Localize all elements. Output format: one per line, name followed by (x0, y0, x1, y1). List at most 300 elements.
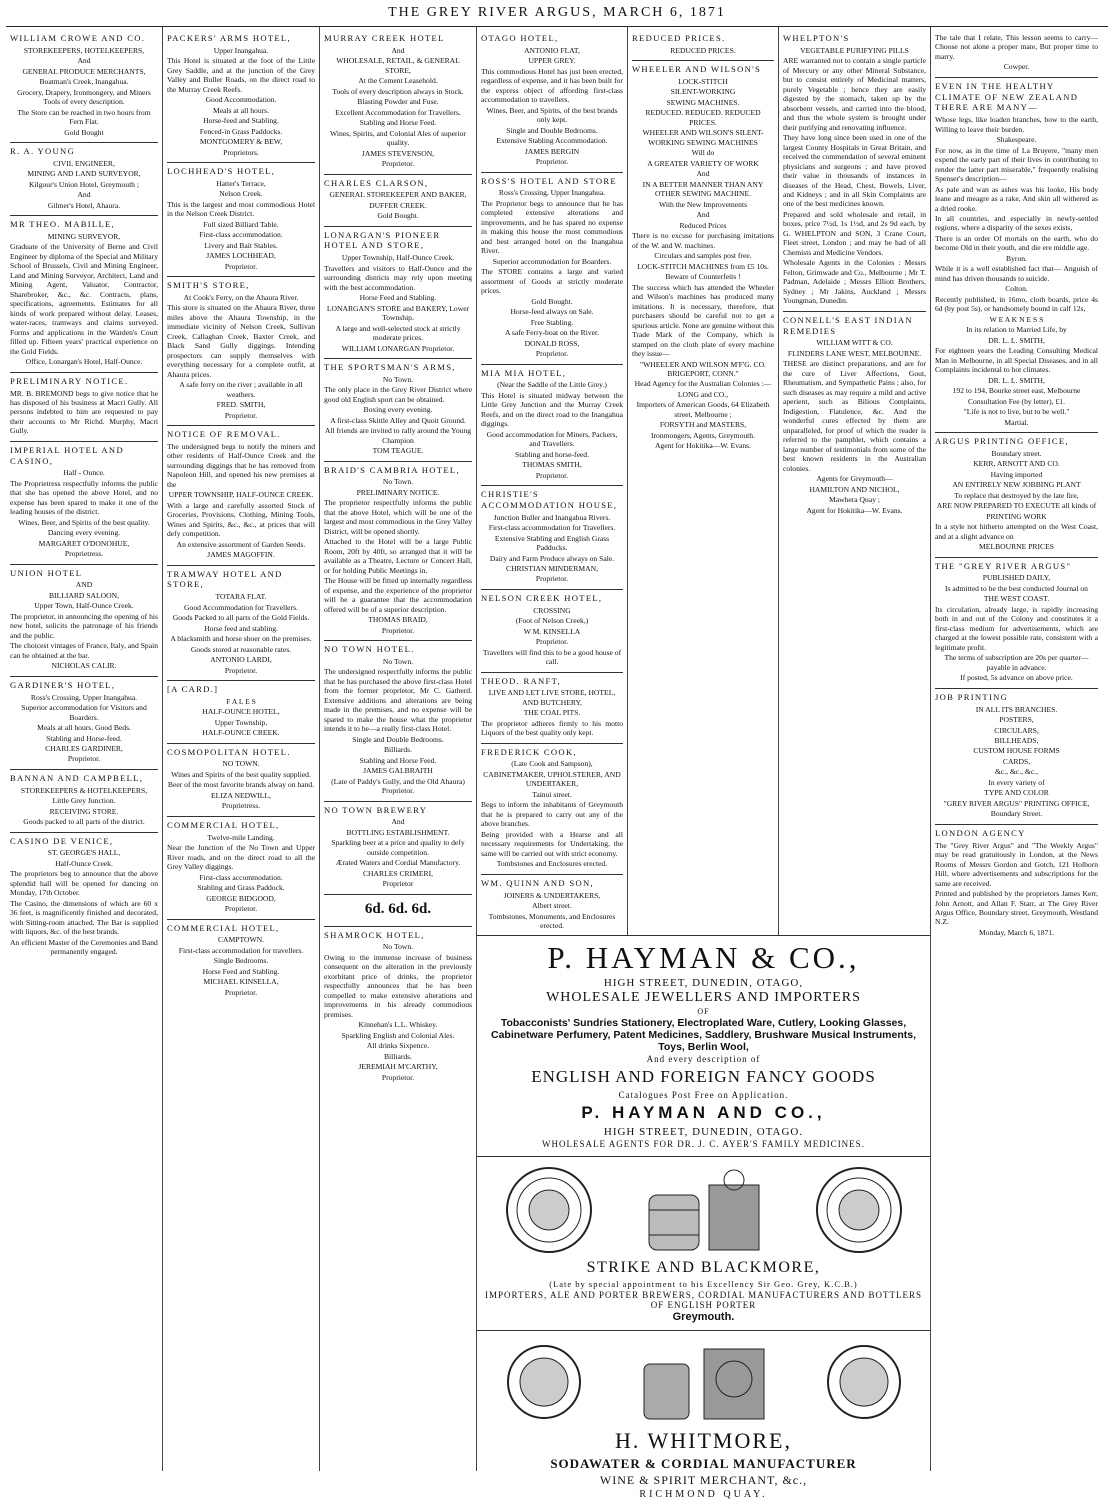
advert-line: Boundary street. (991, 448, 1042, 458)
advert-line: Gold Bought (64, 127, 104, 137)
column-2 (163, 27, 320, 1471)
advert-heading: WHELPTON'S (783, 33, 850, 43)
advert-line: Ross's Crossing, Upper Inangahua. (30, 692, 138, 702)
whitmore-title: H. WHITMORE, (615, 1428, 792, 1454)
advert-line: LOCK-STITCH (678, 76, 728, 86)
advert-line: WHEELER AND WILSON'S SILENT-WORKING SEWING MACHINES (642, 128, 764, 147)
advert-line: With the New Improvements (658, 199, 748, 209)
advert (10, 833, 158, 962)
advert-line: Gilmer's Hotel, Ahaura. (47, 200, 121, 210)
advert-line: Proprietor. (224, 987, 258, 997)
advert-heading: THEOD. RANFT, (481, 675, 561, 686)
advert-line: Good Accommodation. (205, 95, 277, 105)
advert-line: Wines, Beer, and Spirits, of the best brands only kept. (486, 105, 618, 125)
advert-line: Travellers will find this to be a good house of call. (482, 647, 622, 667)
advert-line: In every variety of (988, 777, 1045, 787)
advert-line: Proprietor (382, 879, 414, 889)
advert-line: ELIZA NEDWILL, (211, 790, 271, 800)
advert-heading: LONDON AGENCY (935, 827, 1026, 838)
advert-line: The success which has attended the Wheeler and Wilson's machines has produced many imitations. It is necessary, therefore, that purchasers should be careful not to get a spurious article. None are genuine without this Trade Mark of the Company, which is stamped on the cloth plate of every machine they issue— (632, 282, 774, 359)
advert-line: Byron. (1006, 253, 1027, 263)
advert (167, 566, 315, 681)
medal-icon (824, 1342, 904, 1422)
advert-line: With a large and carefully assorted Stock of Groceries, Provisions, Clothing, Mining Tools, Wines and Spirits, &c., &c., at prices that will defy competition. (167, 500, 315, 539)
advert-line: DONALD ROSS, (524, 338, 580, 348)
advert-line: Near the Junction of the No Town and Upper River roads, and on the direct road to all the Grey Valley diggings. (167, 843, 315, 872)
advert (935, 689, 1098, 825)
advert-line: UPPER GREY. (528, 56, 576, 66)
advert-line: And (391, 45, 405, 55)
advert-line: The Store can be reached in two hours from Fern Flat. (17, 107, 151, 127)
advert-line: HAMILTON AND NICHOL, (809, 484, 900, 494)
advert-line: The only place in the Grey River District where good old English sport can be obtained. (324, 385, 472, 404)
advert-heading: ROSS'S HOTEL AND STORE (481, 175, 617, 186)
advert (10, 442, 158, 565)
advert-line: Shakespeare. (996, 135, 1037, 145)
advert-line: Colton. (1005, 284, 1028, 294)
advert (10, 677, 158, 770)
advert-line: Free Stabling. (530, 317, 574, 327)
advert-line: Proprietor. (381, 625, 415, 635)
advert-line: IN A BETTER MANNER THAN ANY OTHER SEWING MACHINE. (642, 179, 764, 199)
advert-line: In all countries, and especially in newly-settled regions, where a disparity of the sexes exists, (935, 213, 1098, 233)
advert-line: Gold Bought. (377, 211, 419, 221)
sodawater-machine-icon (629, 1339, 779, 1424)
advert-line: Extensive Stabling Accommodation. (496, 136, 608, 146)
advert-line: JAMES GALBRAITH (363, 766, 433, 776)
advert-line: This store is situated on the Ahaura River, three miles above the Ahaura Township, in the immediate vicinity of Nelson Creek, Sullivan Creek, Callaghan Creek, Baxter Creek, and Black Sand Gully diggings. Intending prospectors can supply themselves with everything necessary for a complete outfit, at Ahaura prices. (167, 303, 315, 379)
advert-line: MR. B. BREMOND begs to give notice that he has disposed of his business at Macri Gully. All persons indebted to him are requested to pay their accounts to Mr Richd. Murphy, Macri Gully. (10, 388, 158, 436)
advert-line: There is no excuse for purchasing imitations of the W. and W. machines. (632, 231, 774, 250)
advert-line: Printed and published by the proprietors James Kerr, John Arnott, and Allan F. Starr, at The Grey River Argus Office, Boundary street, Greymouth, Westland N.Z. (935, 889, 1098, 927)
advert-line: Extensive Stabling and English Grass Paddocks. (494, 533, 610, 553)
advert-line: HALF-OUNCE HOTEL, (202, 707, 280, 717)
advert-line: Goods Packed to all parts of the Gold Fields. (172, 613, 310, 623)
advert-line: Cowper. (1003, 62, 1030, 72)
advert-heading: UNION HOTEL (10, 567, 83, 578)
advert-heading: BANNAN AND CAMPBELL, (10, 772, 144, 783)
advert-line: The Casino, the dimensions of which are 60 x 36 feet, is magnificently finished and decorated, with Sitting-room attached. The Bar is supplied with liquors, &c. of the best brands. (10, 898, 158, 937)
advert-heading: BRAID'S CAMBRIA HOTEL, (324, 464, 460, 475)
advert-heading: WILLIAM CROWE AND CO. (10, 33, 146, 43)
advert-line: Tools of every description always in Stock. (332, 86, 464, 96)
barrel-machinery-icon (639, 1165, 769, 1255)
advert-line: Junction Buller and Inangahua Rivers. (493, 512, 611, 522)
advert-line: Proprietor. (224, 665, 258, 675)
advert-heading: WM. QUINN AND SON, (481, 877, 594, 888)
advert-line: &c., &c., &c., (994, 767, 1039, 777)
strike-title: STRIKE AND BLACKMORE, (586, 1259, 821, 1277)
advert-line: Upper Inangahua. (213, 45, 269, 55)
advert (632, 30, 774, 61)
advert (783, 312, 926, 520)
advert-line: Prepared and sold wholesale and retail, in boxes, price 7½d, 1s 1½d, and 2s 9d each, by G. WHELPTON and SON, 3 Crane Court, Fleet street, London ; and may be had of all Chemists and Medicine Vendors. (783, 209, 926, 257)
advert-heading: CHRISTIE'S ACCOMMODATION HOUSE, (481, 489, 618, 510)
advert (935, 558, 1098, 689)
medal-icon (504, 1342, 584, 1422)
column-3 (320, 27, 477, 1471)
advert-line: The terms of subscription are 20s per quarter—payable in advance. (944, 653, 1089, 672)
advert (324, 30, 472, 175)
advert-heading: 6d. 6d. 6d. (364, 900, 432, 917)
advert-line: TOTARA FLAT. (215, 592, 267, 602)
advert-heading: CASINO DE VENICE, (10, 835, 114, 846)
advert-heading: COSMOPOLITAN HOTEL. (167, 746, 291, 757)
advert-line: FRED. SMITH, (216, 400, 266, 410)
advert-line: Its circulation, already large, is rapidly increasing both in and out of the Colony and constitutes it a first-class medium for advertisements, which are charged at the lowest possible rate, consistent with a legitimate profit. (935, 604, 1098, 652)
advert-line: Office, Lonargan's Hotel, Half-Ounce. (25, 357, 143, 367)
advert-line: Proprietress. (221, 801, 261, 811)
advert-line: A first-class Skittle Alley and Quoit Ground. (330, 415, 466, 425)
advert-line: Horse Feed and Stabling. (359, 293, 437, 303)
advert-line: A GREATER VARIETY OF WORK (647, 158, 759, 168)
advert (324, 895, 472, 927)
advert-line: The choicest vintages of France, Italy, and Spain can be obtained at the bar. (10, 641, 158, 660)
advert-line: And (77, 190, 91, 200)
advert-line: THOMAS BRAID, (368, 615, 428, 625)
advert (167, 30, 315, 163)
advert-line: CHRISTIAN MINDERMAN, (506, 563, 598, 573)
advert-line: GEORGE BIDGOOD, (206, 893, 276, 903)
hayman-fancy: ENGLISH AND FOREIGN FANCY GOODS (531, 1067, 876, 1087)
column-1 (6, 27, 163, 1471)
advert-line: Circulars and samples post free. (654, 251, 752, 261)
column-4 (477, 27, 628, 935)
advert-line: The Proprietress respectfully informs the public that she has opened the above Hotel, and no expense has been spared to make it one of the leading houses of the district. (10, 478, 158, 517)
advert-line: Stabling and Grass Paddock. (197, 883, 285, 893)
whitmore-wine: WINE & SPIRIT MERCHANT, &c., (599, 1473, 808, 1488)
advert-heading: COMMERCIAL HOTEL, (167, 819, 280, 830)
advert-line: MINING AND LAND SURVEYOR, (27, 169, 141, 179)
advert-line: Graduate of the University of Berne and Civil Engineer by diploma of the Special and Military School of Brussels, Civil and Mining Engineer, Land and Mining Surveyor, Architect, Land and Mining Agent, Valuator, Contractor, Sharebroker, &c., &c. Contracts, plans, specifications, agreements. Estimates for all kinds of work prepared without delay. Leases, water-races, tramways and claims surveyed. Forms and applications in the Warden's Court filled up. Fifteen years' practical experience on the Gold Fields. (10, 242, 158, 356)
advert-line: Agent for Hokitika—W. Evans. (806, 505, 903, 515)
advert-line: Horse-feed and Stabling. (203, 116, 279, 126)
advert-line: "GREY RIVER ARGUS" PRINTING OFFICE, (943, 798, 1090, 808)
advert (167, 744, 315, 817)
advert-line: Proprietor. (381, 1072, 415, 1082)
advert-line: Head Agency for the Australian Colonies :— (634, 379, 772, 389)
advert-line: Billiards. (383, 1051, 413, 1061)
advert-heading: SHAMROCK HOTEL, (324, 929, 425, 940)
column-6 (779, 27, 930, 935)
hayman-agents: WHOLESALE AGENTS FOR DR. J. C. AYER'S FAMILY MEDICINES. (542, 1139, 865, 1150)
advert-heading: CHARLES CLARSON, (324, 177, 429, 188)
advert-heading: JOB PRINTING (935, 691, 1009, 702)
advert (10, 565, 158, 677)
advert-line: Proprietor. (67, 754, 101, 764)
advert-line: Tombstones and Enclosures erected. (496, 859, 608, 869)
advert-line: NICHOLAS CALIR. (51, 661, 117, 671)
advert-line: Superior accommodation for Visitors and Boarders. (21, 703, 147, 722)
advert-line: HALF-OUNCE CREEK. (202, 728, 280, 738)
advert-line: A blacksmith and horse shoer on the premises. (170, 634, 312, 644)
advert-line: Reduced Prices (679, 220, 727, 230)
advert (324, 802, 472, 895)
advert-line: ST. GEORGE'S HALL, (47, 848, 121, 858)
advert-line: Beer of the most favorite brands alway on hand. (167, 780, 315, 790)
advert-line: CROSSING (533, 605, 571, 615)
advert-line: ARE NOW PREPARED TO EXECUTE all kinds of (936, 501, 1097, 511)
advert-line: DR. L. L. SMITH, (988, 335, 1045, 345)
strike-appointment: (Late by special appointment to his Excellency Sir Geo. Grey, K.C.B.) (549, 1279, 858, 1290)
advert-heading: THE "GREY RIVER ARGUS" (935, 560, 1072, 571)
strike-description: IMPORTERS, ALE AND PORTER BREWERS, CORDIAL MANUFACTURERS AND BOTTLERS OF ENGLISH PORTER (485, 1290, 922, 1311)
strike-illustration (481, 1165, 926, 1255)
advert (481, 486, 623, 590)
advert-heading: NELSON CREEK HOTEL, (481, 592, 603, 603)
advert-heading: MIA MIA HOTEL, (481, 367, 567, 378)
upper-columns (477, 27, 930, 936)
wide-section (477, 27, 931, 1501)
advert-line: This commodious Hotel has just been erected, regardless of expense, and it has been built for the express object of affording first-class accommodation to travellers. (481, 66, 623, 105)
advert-line: TYPE AND COLOR (984, 788, 1049, 798)
advert-line: Single and Double Bedrooms. (506, 125, 598, 135)
advert-line: Ironmongers, Agents, Greymouth. (651, 430, 755, 440)
whitmore-illustration (481, 1339, 926, 1424)
advert (167, 163, 315, 277)
advert-line: SEWING MACHINES. (666, 97, 740, 107)
advert-line: No Town. (382, 374, 414, 384)
advert-line: Attached to the Hotel will be a large Public Room, 20ft by 40ft, so arranged that it will be available as a Theatre, Lecture or Concert Hall, or for holding Public Meetings in. (324, 537, 472, 575)
advert-line: This Hotel is situated midway between the Little Grey Junction and the Murray Creek Reefs, and on the direct road to the Inangahua diggings. (481, 390, 623, 429)
advert (481, 30, 623, 173)
advert (935, 30, 1098, 78)
advert-line: LONARGAN'S STORE and BAKERY, Lower Township. (326, 303, 470, 323)
advert-line: THE COAL PITS. (523, 708, 581, 718)
advert (935, 825, 1098, 943)
advert-line: W E A K N E S S (989, 314, 1044, 324)
advert-line: The proprietors beg to announce that the above splendid hall will be opened for dancing on Monday, 17th October. (10, 869, 158, 898)
advert-line: JOINERS & UNDERTAKERS, (503, 890, 601, 900)
advert-line: Proprietors. (223, 147, 259, 157)
advert-line: ANTONIO FLAT, (524, 45, 580, 55)
advert-line: A safe ferry on the river ; available in all weathers. (179, 380, 303, 399)
advert-heading: TRAMWAY HOTEL AND STORE, (167, 568, 283, 590)
advert-line: MONTGOMERY & BEW, (199, 137, 283, 147)
advert-line: WILLIAM LONARGAN Proprietor. (341, 343, 455, 353)
advert-heading: IMPERIAL HOTEL AND CASINO, (10, 444, 124, 466)
advert-line: Boxing every evening. (363, 405, 433, 415)
advert-line: (Near the Saddle of the Little Grey.) (497, 380, 607, 390)
advert-line: "Life is not to live, but to be well." (963, 407, 1070, 417)
advert (167, 277, 315, 426)
advert-line: "WHEELER AND WILSON M'F'G. CO. BRIGEPORT, CONN." (640, 359, 766, 378)
advert-line: And (77, 56, 91, 66)
advert-line: JAMES LOCHHEAD, (206, 251, 276, 261)
masthead: THE GREY RIVER ARGUS, MARCH 6, 1871 (6, 0, 1108, 27)
advert-line: KERR, ARNOTT AND CO. (973, 459, 1060, 469)
advert-line: Goods stored at reasonable rates. (190, 644, 292, 654)
advert-line: If posted, 5s advance on above price. (960, 673, 1073, 683)
advert-line: RECEIVING STORE. (49, 806, 119, 816)
advert-line: JAMES STEVENSON, (361, 148, 435, 158)
advert-heading: PACKERS' ARMS HOTEL, (167, 33, 291, 43)
advert-line: Proprietor. (535, 637, 569, 647)
advert-heading: NO TOWN HOTEL. (324, 644, 415, 655)
advert (10, 216, 158, 373)
strike-advert (477, 1157, 930, 1331)
hayman-catalogues: Catalogues Post Free on Application. (618, 1090, 789, 1101)
advert-heading: WHEELER AND WILSON'S (632, 64, 762, 75)
advert-line: Fenced-in Grass Paddocks. (199, 126, 283, 136)
column-7 (931, 27, 1102, 1471)
advert-line: Kilgour's Union Hotel, Greymouth ; (29, 179, 139, 189)
advert (481, 365, 623, 487)
advert-line: (Late Cook and Sampson), (511, 759, 593, 769)
advert-heading: SMITH'S STORE, (167, 280, 250, 291)
advert-line: And (391, 817, 405, 827)
advert-line: BILLIARD SALOON, (48, 590, 120, 600)
advert-line: Is admitted to be the best conducted Journal on (945, 583, 1088, 593)
advert-line: A safe Ferry-boat on the River. (504, 328, 600, 338)
medal-icon (504, 1165, 594, 1255)
advert (167, 426, 315, 566)
advert-heading: NO TOWN BREWERY (324, 804, 428, 815)
advert-line: The proprietor adheres firmly to his motto Liquors of the best quality only kept. (481, 718, 623, 738)
advert-line: JEREMIAH M'CARTHY, (358, 1062, 438, 1072)
advert-line: Proprietor. (535, 157, 569, 167)
advert-line: Upper Township, Half-Ounce Creek. (341, 253, 455, 263)
advert-heading: COMMERCIAL HOTEL, (167, 922, 280, 933)
advert-line: JAMES MAGOFFIN. (207, 550, 275, 560)
advert-line: All friends are invited to rally around the Young Champion (324, 426, 472, 445)
hayman-of: OF (697, 1007, 710, 1017)
advert-line: CIRCULARS, (994, 725, 1039, 735)
advert-line: They have long since been used in one of the largest County Hospitals in Great Britain, and received the commendation of several eminent physicians and surgeons ; and have proved their value in thousands of instances in diseases of the Head, Chest, Bowels, Liver, and Kidneys ; and in all Skin Complaints are one of the best medicines known. (783, 133, 926, 209)
advert-line: LONG and CO., (677, 389, 729, 399)
advert-line: There is an order Of mortals on the earth, who do become Old in their youth, and die ere middle age. (935, 233, 1098, 253)
advert-line: MICHAEL KINSELLA, (203, 977, 279, 987)
advert-line: Hatter's Terrace, (216, 178, 266, 188)
advert-line: Single Bedrooms. (213, 956, 269, 966)
advert-line: All drinks Sixpence. (366, 1041, 430, 1051)
advert-line: Half - Ounce. (63, 468, 105, 478)
advert (783, 30, 926, 312)
advert-line: Proprietor. (224, 904, 258, 914)
advert-line: Recently published, in 16mo, cloth boards, price 4s 6d (by post 5s), or handsomely bound in calf 12s, (935, 294, 1098, 314)
advert (481, 590, 623, 673)
advert-line: Meals at all hours. (212, 105, 270, 115)
advert-line: GENERAL PRODUCE MERCHANTS, (22, 66, 146, 76)
advert-line: Horse-feed always on Sale. (510, 307, 594, 317)
advert-line: Horse feed and stabling. (204, 623, 278, 633)
advert-heading: OTAGO HOTEL, (481, 33, 559, 43)
advert-heading: GARDINER'S HOTEL, (10, 679, 116, 690)
hayman-address-2: HIGH STREET, DUNEDIN, OTAGO. (603, 1126, 804, 1139)
advert-line: Being provided with a Hearse and all necessary requirements for Undertaking, the same will be carried out with strict economy. (481, 829, 623, 858)
advert-line: Proprietress. (64, 549, 104, 559)
advert-line: (Foot of Nelson Creek,) (515, 616, 589, 626)
advert-line: And (696, 210, 710, 220)
advert-line: Proprietor. (535, 470, 569, 480)
advert-line: VEGETABLE PURIFYING PILLS (800, 45, 909, 55)
advert-line: PRELIMINARY NOTICE. (356, 487, 440, 497)
advert-line: Half-Ounce Creek. (55, 858, 113, 868)
advert-line: MINING SURVEYOR, (47, 231, 121, 241)
advert-line: An efficient Master of the Ceremonies and Band permanently engaged. (10, 937, 158, 957)
advert-line: Dairy and Farm Produce always on Sale. (489, 553, 615, 563)
advert-line: CABINETMAKER, UPHOLSTERER, AND UNDERTAKER, (483, 769, 621, 789)
advert-line: Boundary Street. (990, 809, 1043, 819)
advert (481, 673, 623, 744)
advert-heading: EVEN IN THE HEALTHY CLIMATE OF NEW ZEALAND THERE ARE MANY— (935, 80, 1079, 113)
column-5 (628, 27, 779, 935)
advert-line: IN ALL ITS BRANCHES. (975, 704, 1058, 714)
advert (167, 817, 315, 920)
whitmore-quay: RICHMOND QUAY. (639, 1489, 768, 1501)
advert-line: Proprietor. (381, 159, 415, 169)
advert-line: BOTTLING ESTABLISHMENT. (346, 827, 450, 837)
advert-line: Stabling and Horse Feed. (359, 118, 437, 128)
advert-heading: PRELIMINARY NOTICE. (10, 375, 129, 386)
advert-line: Martial. (1004, 417, 1029, 427)
advert-line: CARDS, (1002, 756, 1031, 766)
advert-line: CIVIL ENGINEER, (53, 158, 115, 168)
advert-line: Proprietor. (224, 410, 258, 420)
advert-line: The STORE contains a large and varied assortment of Goods at strictly moderate prices. (481, 267, 623, 296)
advert-line: First-class accommodation for travellers. (178, 945, 304, 955)
advert (324, 927, 472, 1088)
advert-line: Good Accommodation for Travellers. (184, 602, 298, 612)
advert (481, 173, 623, 365)
advert-line: DUFFER CREEK. (369, 200, 427, 210)
advert (324, 175, 472, 227)
advert-line: The undersigned respectfully informs the public that he has purchased the above first-class Hotel from the former proprietor, Mr C. Gatherd. Extensive additions and alterations are being made in the premises, and no expense will be spared to make the house what the proprietor intends it to be—a really first-class Hotel. (324, 667, 472, 734)
advert-line: W M. KINSELLA (523, 626, 581, 636)
advert-line: PUBLISHED DAILY, (982, 573, 1051, 583)
advert-line: CHARLES CRIMERI, (362, 868, 434, 878)
advert-line: Tombstones, Monuments, and Enclosures erected. (488, 911, 616, 930)
advert-line: Agents for Greymouth— (816, 474, 893, 484)
advert-line: Boatman's Creek, Inangahua. (39, 77, 129, 87)
advert-line: Proprietor. (535, 574, 569, 584)
advert-heading: R. A. YOUNG (10, 146, 76, 157)
advert-line: WILLIAM WITT & CO. (816, 338, 893, 348)
column-row (6, 27, 1108, 1501)
advert-line: Monday, March 6, 1871. (978, 927, 1054, 937)
advert-line: Nelson Creek. (219, 189, 263, 199)
advert-line: The "Grey River Argus" and "The Weekly Argus" may be read gratuitously in London, at the News Rooms of Messrs Gordon and Gotch, 121 Holborn Hill, where advertisements and subscriptions for the same are received. (935, 840, 1098, 888)
advert-line: The tale that I relate, This lesson seems to carry— Choose not alone a proper mate, But proper time to marry. (935, 33, 1098, 61)
advert-line: Livery and Bait Stables. (204, 240, 278, 250)
advert-line: Importers of American Goods, 64 Elizabeth street, Melbourne ; (636, 400, 770, 419)
advert-line: 192 to 194, Bourke street east, Melbourne (952, 386, 1081, 396)
hayman-title-2: P. HAYMAN AND CO., (581, 1103, 826, 1123)
advert-line: THESE are distinct preparations, and are for the cure of Liver Affections, Gout, Rheumatism, and Sympathetic Pains ; also, for such diseases as may require a mild and active aperient, such as Bilious Complaints, Indigestion, Flatulence, &c. And the wonderful cures effected by them are unparalleled, for proof of which the reader is referred to the pamphlet, which contains a large number of testimonials from some of the best known residents in the Australian colonies. (783, 359, 926, 473)
advert-line: Wines and Spirits of the best quality supplied. (171, 769, 311, 779)
hayman-title: P. HAYMAN & CO., (547, 940, 860, 976)
advert-line: WHOLESALE, RETAIL, & GENERAL STORE, (336, 56, 460, 75)
advert-heading: MR THEO. MABILLE, (10, 219, 116, 230)
advert-line: PRINTING WORK (986, 511, 1047, 521)
advert-line: Kinnehan's L.L. Whiskey. (358, 1020, 438, 1030)
advert-line: LIVE AND LET LIVE STORE, HOTEL, AND BUTCHERY, (488, 688, 616, 707)
advert (935, 433, 1098, 558)
advert-line: Wholesale Agents in the Colonies : Messrs Felton, Grimwade and Co., Melbourne ; Mr T. Padman, Adelaide ; Messrs Elliott Brothers, Sydney ; Mr Jakins, Auckland ; Messrs Youngman, Dunedin. (783, 258, 926, 306)
hayman-address: HIGH STREET, DUNEDIN, OTAGO, (603, 977, 804, 990)
advert-line: FORSYTH and MASTERS, (659, 420, 747, 430)
advert-line: Ross's Crossing, Upper Inangahua. (498, 188, 606, 198)
advert-line: The Proprietor begs to announce that he has completed extensive alterations and improvements, and he has spared no expense in making this house the most commodious and best arranged hotel on the Inangahua River. (481, 198, 623, 256)
advert-line: Wines, Beer, and Spirits of the best quality. (18, 517, 150, 527)
advert-line: The proprietor respectfully informs the public that the above Hotel, which will be one of the largest and most commodious in the Grey Valley District, will be opened shortly. (324, 498, 472, 536)
advert-line: For now, as in the time of La Bruyere, "many men expend the early part of their lives in contributing to render the latter part miserable," frequently realising Spenser's description— (935, 145, 1098, 184)
advert-line: REDUCED PRICES. (670, 45, 736, 55)
strike-town: Greymouth. (672, 1311, 735, 1324)
advert-heading: NOTICE OF REMOVAL. (167, 429, 281, 440)
advert-line: REDUCED. REDUCED. REDUCED PRICES. (645, 108, 761, 127)
advert-line: Single and Double Bedrooms. (352, 734, 444, 744)
